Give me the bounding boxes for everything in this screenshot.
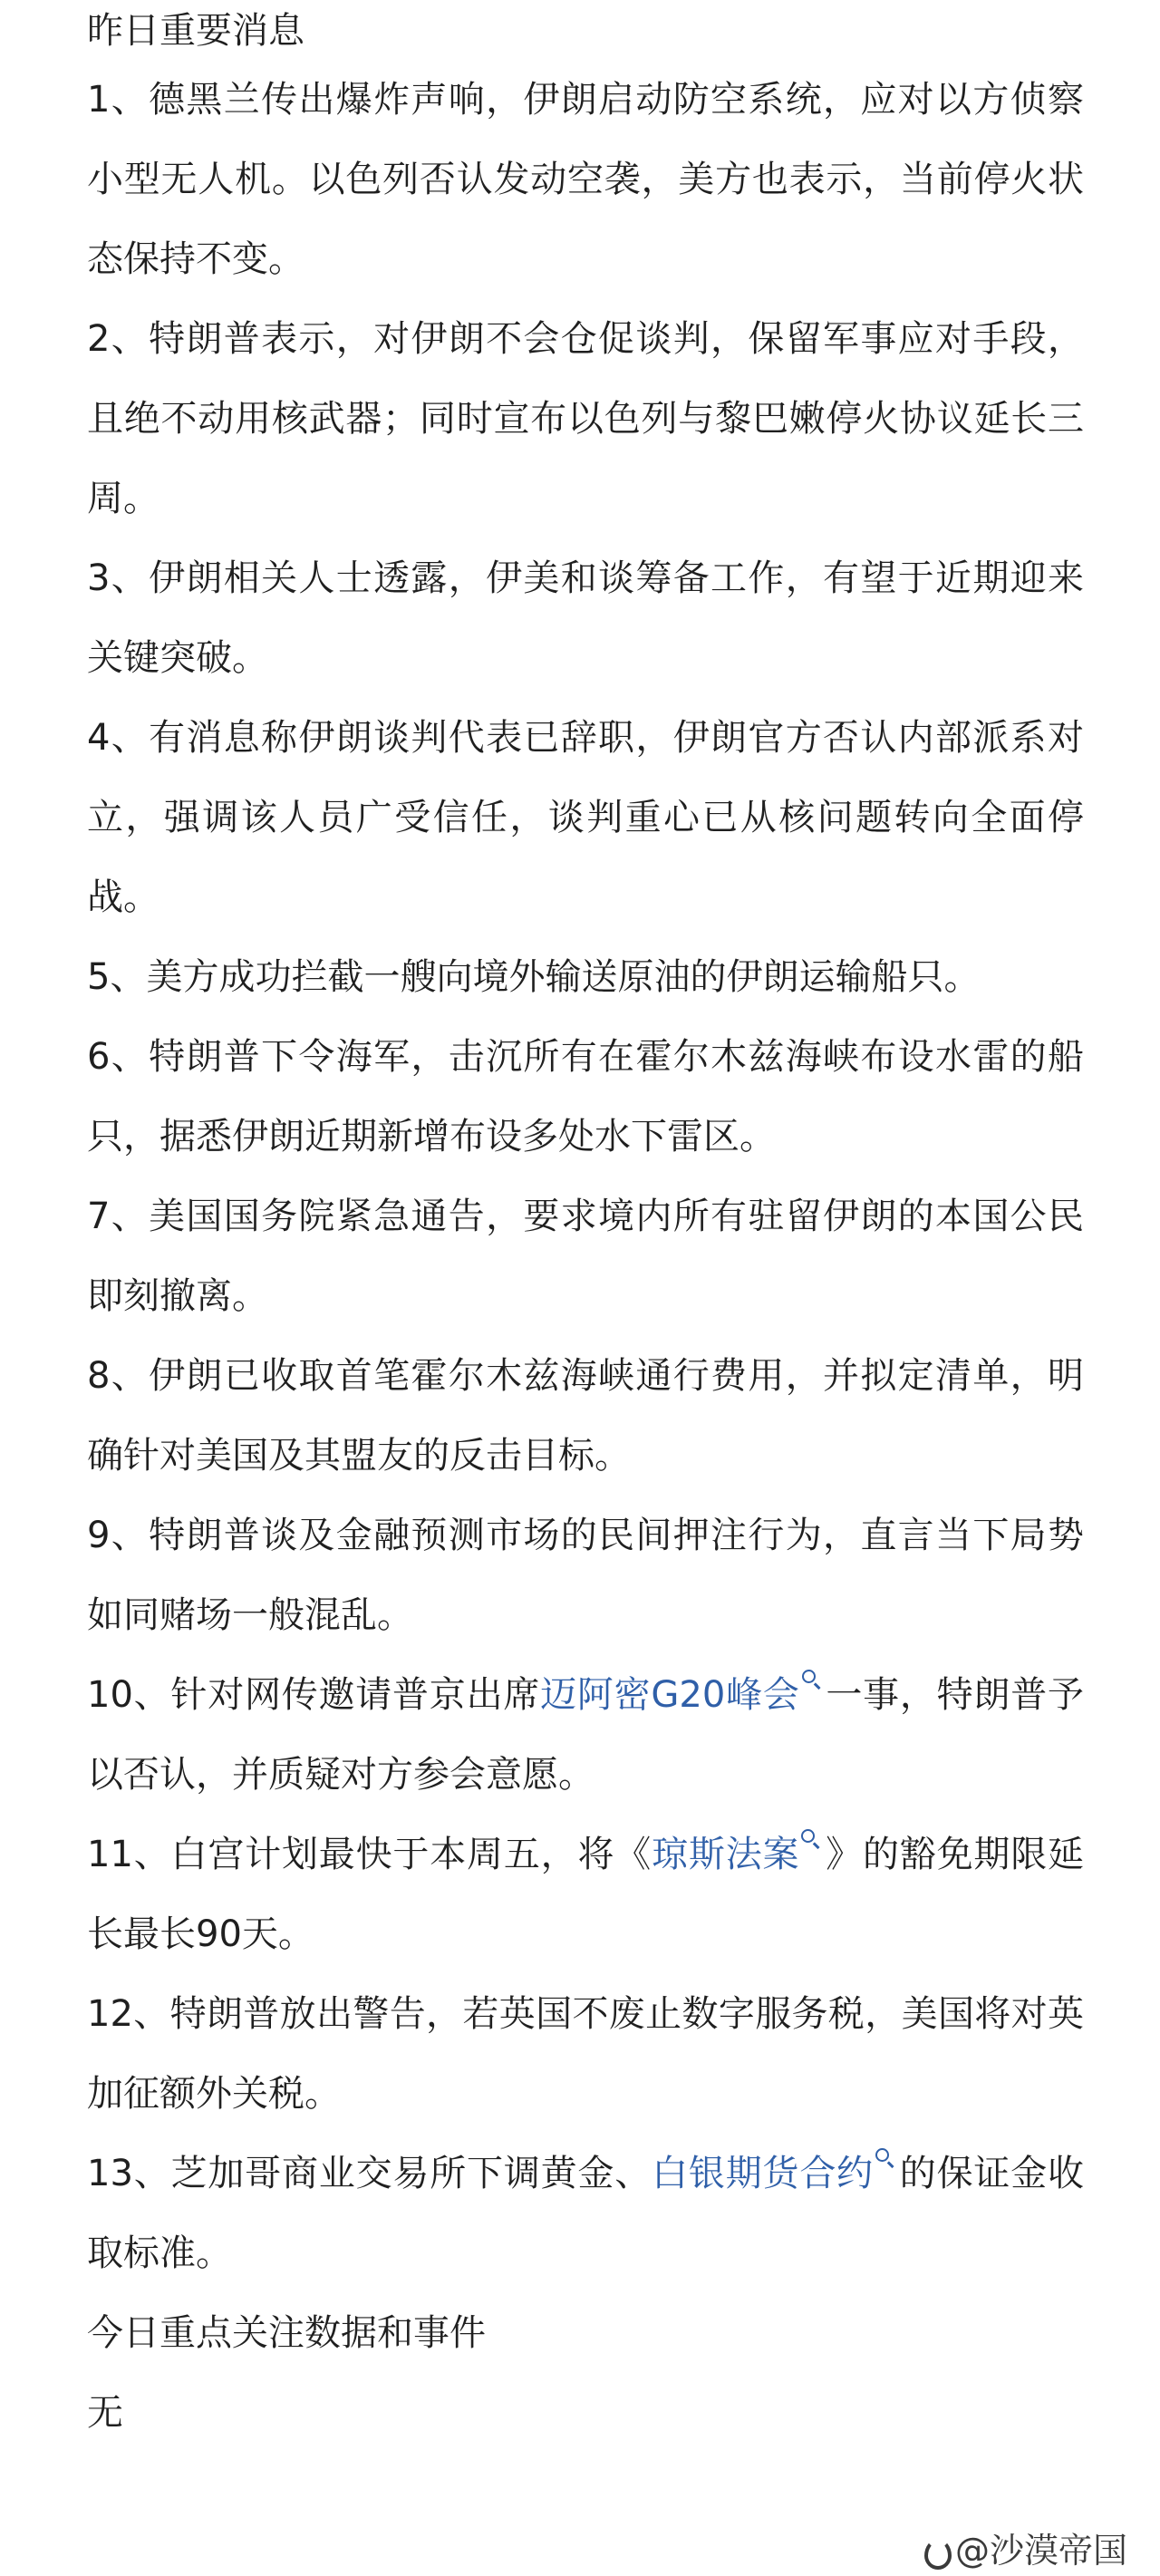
news-item-13-text-before: 13、芝加哥商业交易所下调黄金、: [87, 2153, 652, 2194]
g20-summit-link[interactable]: 迈阿密G20峰会: [540, 1674, 800, 1716]
news-item-5: 5、美方成功拦截一艘向境外输送原油的伊朗运输船只。: [87, 956, 981, 998]
news-item-9: 9、特朗普谈及金融预测市场的民间押注行为，直言当下局势如同赌场一般混乱。: [87, 1515, 1084, 1636]
news-item-1: 1、德黑兰传出爆炸声响，伊朗启动防空系统，应对以方侦察小型无人机。以色列否认发动空袭，美方也表示，当前停火状态保持不变。: [87, 79, 1084, 280]
yesterday-news-title: 昨日重要消息: [87, 10, 304, 52]
news-item-10-text-after: 一事，特朗普予以否认，并质疑对方参会意愿。: [87, 1674, 1084, 1796]
news-item-8: 8、伊朗已收取首笔霍尔木兹海峡通行费用，并拟定清单，明确针对美国及其盟友的反击目标。: [87, 1355, 1084, 1477]
watermark-text: @沙漠帝国: [954, 2531, 1127, 2571]
news-item-11-text-after: 》的豁免期限延长最长90天。: [87, 1834, 1085, 1955]
news-item-12: 12、特朗普放出警告，若英国不废止数字服务税，美国将对英加征额外关税。: [87, 1993, 1084, 2115]
news-item-4: 4、有消息称伊朗谈判代表已辞职，伊朗官方否认内部派系对立，强调该人员广受信任，谈判重心已从核问题转向全面停战。: [87, 717, 1084, 918]
jones-act-link[interactable]: 琼斯法案: [652, 1834, 800, 1875]
news-item-11-text-before: 11、白宫计划最快于本周五，将《: [87, 1834, 652, 1875]
search-icon[interactable]: [875, 2148, 895, 2168]
news-item-6: 6、特朗普下令海军，击沉所有在霍尔木兹海峡布设水雷的船只，据悉伊朗近期新增布设多处水下雷区。: [87, 1036, 1084, 1157]
silver-futures-link[interactable]: 白银期货合约: [652, 2153, 874, 2194]
news-item-13-text-after: 的保证金收取标准。: [87, 2153, 1085, 2274]
news-item-3: 3、伊朗相关人士透露，伊美和谈筹备工作，有望于近期迎来关键突破。: [87, 557, 1084, 679]
search-icon[interactable]: [801, 1829, 821, 1849]
search-icon[interactable]: [802, 1670, 822, 1690]
news-item-11: [87, 1815, 1084, 1974]
news-item-10: [87, 1655, 1084, 1815]
author-watermark: [921, 2529, 1127, 2572]
news-item-2: 2、特朗普表示，对伊朗不会仓促谈判，保留军事应对手段，且绝不动用核武器；同时宣布以色列与黎巴嫩停火协议延长三周。: [87, 318, 1084, 519]
today-focus-title: 今日重点关注数据和事件: [87, 2312, 486, 2354]
news-item-10-text-before: 10、针对网传邀请普京出席: [87, 1674, 541, 1716]
article-body: [87, 0, 1084, 2453]
news-item-7: 7、美国国务院紧急通告，要求境内所有驻留伊朗的本国公民即刻撤离。: [87, 1196, 1084, 1317]
news-item-13: [87, 2134, 1084, 2293]
today-focus-content: 无: [87, 2392, 123, 2434]
zhihu-logo-icon: [921, 2533, 952, 2568]
